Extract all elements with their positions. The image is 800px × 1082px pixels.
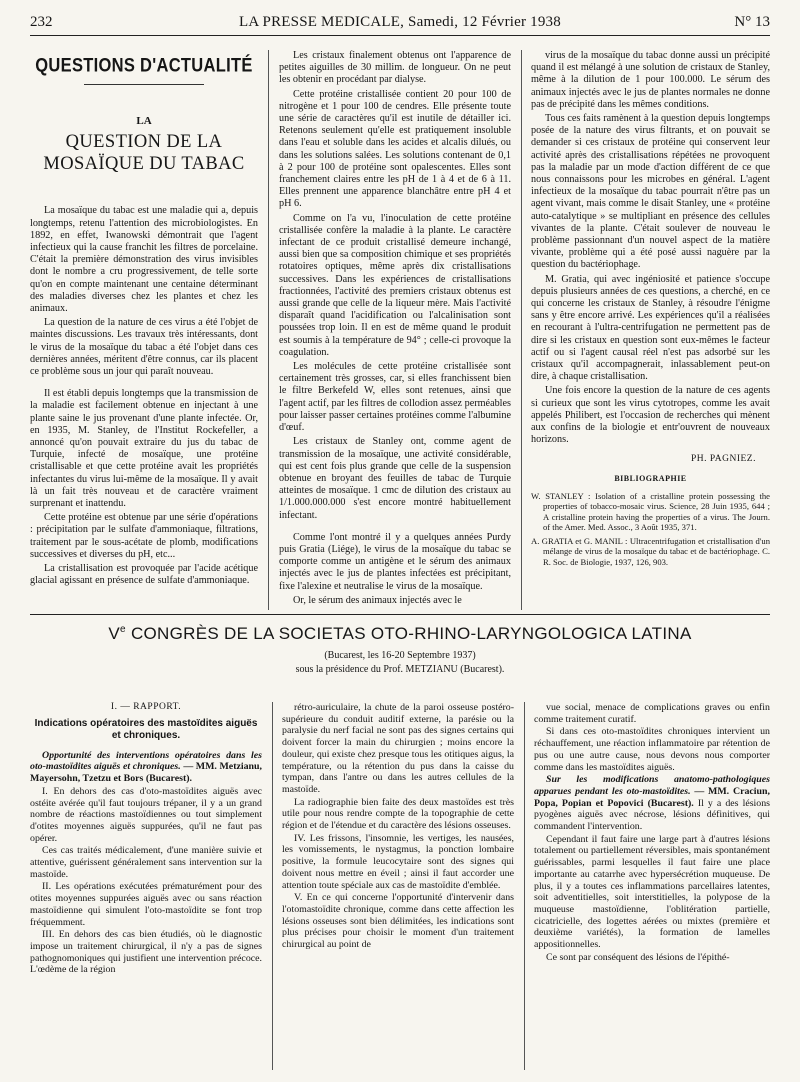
article-column-1: [30, 50, 258, 590]
paragraph: La mosaïque du tabac est une maladie qui a, depuis longtemps, retenu l'attention des microbiologistes. En 1892, en effet, Iwanowski démontrait que l'agent infectieux qui la cause franchit les filtres de porcelaine. C'était la première démonstration des virus invisibles dont le nombre a cru progressivement, de telle sorte qu'on en compte maintenant une centaine déterminant des maladies diverses chez les plantes et chez les animaux.: [30, 205, 258, 315]
page-number: 232: [30, 14, 53, 30]
paragraph: Cette protéine cristallisée contient 20 pour 100 de nitrogène et 1 pour 100 de cendres. Elle présente toute une série de caractères qu'il est inutile de détailler ici. Retenons seulement qu'elle est pratiquement insoluble dans l'eau et soluble dans les acides et alcalis dilués, ou dans les solutions salées. Les solutions contenant de 0,1 à 2 pour 100 de protéine sont opalescentes. Elles sont franchement claires entre les pH de 1 à 4 et de 6 à 11. Elles prennent une apparence blanchâtre entre pH 4 et pH 6.: [279, 88, 511, 210]
paragraph: Comme l'ont montré il y a quelques années Purdy puis Gratia (Liége), le virus de la mosaïque du tabac se comporte comme un antigène et le sérum des animaux injectés avec le jus de plantes infectées est précipitant, fixe l'alexine et neutralise le virus de la mosaïque.: [279, 531, 511, 592]
congress-presidency: sous la présidence du Prof. METZIANU (Bucarest).: [295, 664, 505, 675]
paragraph: La radiographie bien faite des deux mastoïdes est très utile pour nous rendre compte de la topographie de cette région et de l'étendue et du caractère des lésions osseuses.: [282, 796, 514, 832]
lead-paragraph: [534, 774, 770, 833]
article-kicker: LA: [136, 115, 152, 128]
report-label: I. — RAPPORT.: [110, 702, 182, 712]
paragraph: vue social, menace de complications graves ou enfin comme traitement curatif.: [534, 702, 770, 725]
congress-title: [30, 624, 770, 644]
paragraph: Les cristaux de Stanley ont, comme agent de transmission de la mosaïque, une activité considérable, qui est cent fois plus grande que celle de la suspension obtenue en broyant des feuilles de tabac de Turquie atteintes de mosaïque. 1 cmc de dilution des cristaux au 1/1.000.000.000 s'est encore montré habituellement infectant.: [279, 436, 511, 521]
bibliography-entry: A. GRATIA et G. MANIL : Ultracentrifugation et cristallisation d'un mélange de virus de la mosaïque du tabac et de bactériophage. C. R. Soc. de Biologie, 1937, 126, 903.: [531, 536, 770, 567]
lead-authors: — MM. Metzianu, Mayersohn, Tzetzu et Bors (Bucarest).: [30, 761, 262, 785]
article-title: QUESTION DE LA MOSAÏQUE DU TABAC: [43, 132, 245, 175]
lead-title: Sur les modifications anatomo-pathologiques apparues pendant les oto-mastoïdites.: [534, 774, 770, 797]
paragraph: I. En dehors des cas d'oto-mastoïdites aiguës avec ostéite avérée qu'il faut toujours trépaner, il y a un grand nombre de réactions mastoïdiennes ou tout simplement d'otites moyennes aiguës suppurées, qu'il ne faut pas opérer.: [30, 785, 262, 844]
column-divider: [268, 50, 269, 610]
paragraph: Tous ces faits ramènent à la question depuis longtemps posée de la nature des virus filtrants, et on pouvait se demander si ces cristaux de protéine qui conservent leur activité après des cristallisations répétées ne provoquent pas la maladie par un mode d'action différent de ce que nous connaissons pour les microbes en général. L'agent infectieux de la mosaïque du tabac pourrait n'être pas un agent vivant, mais comme le disait Stanley, une « protéine auto-catalytique » se multipliant en présence des cellules vivantes de la plante. C'était soulever de nouveau le problème passionnant d'un nouvel aspect de la matière vivante, problème qui a été posé aussi naguère par la question du bactériophage.: [531, 113, 770, 271]
paragraph: Cette protéine est obtenue par une série d'opérations : précipitation par le sulfate d'ammoniaque, filtrations, traitement par le sous-acétate de plomb, modifications successives et diverses du pH, etc...: [30, 512, 258, 560]
congress-ordinal: e: [120, 624, 126, 635]
column-divider: [521, 50, 522, 610]
page-header: [30, 14, 770, 36]
paragraph: La cristallisation est provoquée par l'acide acétique glacial agissant en présence de sulfate d'ammoniaque.: [30, 563, 258, 587]
paragraph: IV. Les frissons, l'insomnie, les vertiges, les nausées, les vomissements, le nystagmus, la ponction lombaire positive, la formule leucocytaire sont des signes qui doivent nous mettre en éveil ; ainsi il faut accorder une attention toute spéciale aux cas de mastoïdite d'emblée.: [282, 832, 514, 891]
author-signature: PH. PAGNIEZ.: [690, 453, 756, 464]
congress-place-date: (Bucarest, les 16-20 Septembre 1937): [324, 650, 476, 661]
paragraph: Ces cas traités médicalement, d'une manière suivie et attentive, guérissent généralement sans intervention sur la mastoïde.: [30, 845, 262, 880]
paragraph: Cependant il faut faire une large part à d'autres lésions totalement ou partiellement réversibles, mais spontanément guérissables, parmi lesquelles il faut faire une place importante au catarrhe avec hypersécrétion muqueuse. De plus, il y a toutes ces inflammations parcellaires latentes, soit adventitielles, soit interstitielles, la polypose de la muqueuse mastoïdienne, l'oblitération partielle, cicatricielle, des logettes aérées ou mixtes (première et deuxième variétés), la formation de lamelles appositionnelles.: [534, 833, 770, 951]
paragraph: La question de la nature de ces virus a été l'objet de maintes discussions. Les travaux très intéressants, dont le virus de la mosaïque du tabac a été l'objet dans ces dernières années, méritent d'être connus, car ils placent ce problème sous un jour qui paraît nouveau.: [30, 317, 258, 378]
lead-authors: — MM. Craciun, Popa, Popian et Popovici (Bucarest).: [534, 785, 770, 809]
paragraph: Ce sont par conséquent des lésions de l'épithé-: [546, 951, 730, 963]
bibliography-heading: BIBLIOGRAPHIE: [614, 473, 687, 483]
lead-paragraph: [30, 750, 262, 785]
paragraph: rétro-auriculaire, la chute de la paroi osseuse postéro-supérieure du conduit auditif externe, la parésie ou la paralysie du nerf facial ne sont pas des signes certains qui doivent forcer la main du chirurgien ; moins encore la douleur, qui existe chez presque tous les otitiques aigus, la température, ou la rétention du pus dans la caisse du tympan, dans l'antre ou dans les autres cellules de la mastoïde.: [282, 702, 514, 795]
issue-number: N° 13: [734, 14, 770, 30]
paragraph: Si dans ces oto-mastoïdites chroniques intervient un réchauffement, une réaction inflammatoire par rétention de pus ou une autre cause, nous devons nous comporter comme dans les mastoïdites aiguës.: [534, 726, 770, 773]
paragraph: II. Les opérations exécutées prématurément pour des otites moyennes suppurées aiguës avec ou sans réaction mastoïdienne qui simulent l'oto-mastoïdite se font trop fréquemment.: [30, 881, 262, 928]
paragraph: Les cristaux finalement obtenus ont l'apparence de petites aiguilles de 30 millim. de longueur. On ne peut les obtenir en procédant par dialyse.: [279, 50, 511, 86]
paragraph: virus de la mosaïque du tabac donne aussi un précipité quand il est mélangé à une solution de cristaux de Stanley, même à la dilution de 1 pour 100.000. Le sérum des animaux injectés avec le jus de plantes normales ne donne pas de précipité dans les mêmes conditions.: [531, 50, 770, 110]
congress-column-3: [534, 702, 770, 964]
journal-title: LA PRESSE MEDICALE, Samedi, 12 Février 1938: [239, 14, 561, 30]
section-separator: [30, 614, 770, 615]
bibliography-entry: W. STANLEY : Isolation of a cristalline protein possessing the properties of tobacco-mosaic virus. Science, 28 Juin 1935, 644 ; A cristalline protein having the properties of a virus. The Journ. of the Amer. Med. Assoc., 3 Août 1935, 371.: [531, 490, 770, 532]
lead-text: Il y a des lésions pyogènes aiguës avec nécrose, lésions définitives, qui commandent l'intervention.: [534, 797, 771, 833]
article-column-2: [279, 50, 511, 609]
column-divider: [272, 702, 273, 1070]
congress-name: CONGRÈS DE LA SOCIETAS OTO-RHINO-LARYNGOLOGICA LATINA: [130, 624, 692, 643]
paragraph: III. En dehors des cas bien étudiés, où le diagnostic impose un traitement chirurgical, il n'y a pas de signes pathognomoniques qui justifient une intervention précoce. L'œdème de la région: [30, 929, 262, 976]
paragraph: Il est établi depuis longtemps que la transmission de la maladie est facilement obtenue en injectant à une plante saine le jus provenant d'une plante infectée. Or, en 1935, M. Stanley, de l'Institut Rockefeller, a annoncé qu'on pouvait extraire du jus du tabac de Turquie, infecté de mosaïque, une protéine cristallisable et que cette protéine avait les propriétés infectantes du virus lui-même de la mosaïque. Il y avait là un fait très nouveau et de caractère vraiment surprenant et inattendu.: [30, 388, 258, 510]
paragraph: Les molécules de cette protéine cristallisée sont certainement très grosses, car, si elles franchissent bien le filtre Berkefeld W, elles sont retenues, ainsi que l'agent actif, par les filtres de collodion assez perméables pour laisser passer certaines protéines comme l'albumine d'œuf.: [279, 361, 511, 434]
section-title: QUESTIONS D'ACTUALITÉ: [35, 55, 253, 77]
congress-numeral: V: [108, 624, 121, 643]
congress-column-2: [282, 702, 514, 952]
paragraph: V. En ce qui concerne l'opportunité d'intervenir dans l'otomastoïdite chronique, comme dans cette affection les lésions osseuses sont bien délimitées, les indications sont plus précises pour choisir le moment d'un traitement chirurgical au point de: [282, 892, 514, 951]
section-rule: [84, 84, 204, 85]
report-title: Indications opératoires des mastoïdites aiguës et chroniques.: [34, 717, 258, 741]
paragraph: Or, le sérum des animaux injectés avec le: [293, 594, 462, 606]
article-column-3: [531, 50, 770, 571]
paragraph: Comme on l'a vu, l'inoculation de cette protéine cristallisée confère la maladie à la plante. Le caractère infectant de ce produit cristallisé demeure inchangé, aussi bien que sa composition chimique et ses propriétés rotatoires optiques, même après dix cristallisations successives. Dans les expériences de cristallisations fractionnées, l'activité des premiers cristaux obtenus est aussi grande que celle de la liqueur mère. Mais l'activité disparaît quand l'acidification ou l'alcalinisation sont poussées trop loin. Il en est de même quand le produit est soumis à la température de 94° ; celle-ci provoque la coagulation.: [279, 212, 511, 358]
congress-heading: [30, 624, 770, 675]
congress-column-1: [30, 702, 262, 977]
column-divider: [524, 702, 525, 1070]
paragraph: Une fois encore la question de la nature de ces agents si curieux que sont les virus cytotropes, comme les avait appelés Philibert, est l'occasion de recherches qui mènent aux confins de la biologie et entr'ouvrent de nouveaux horizons.: [531, 385, 770, 446]
lead-title: Opportunité des interventions opératoires dans les oto-mastoïdites aiguës et chroniques.: [30, 749, 262, 773]
paragraph: M. Gratia, qui avec ingéniosité et patience s'occupe depuis plusieurs années de ces questions, a cherché, en ce qui concerne les cristaux de Stanley, à résoudre l'énigme sans y être encore arrivé. Les expériences qu'il a réalisées en recourant à l'ultra-centrifugation ne permettent pas de dire si les cristaux en question sont eux-mêmes le facteur actif ou si l'agent causal réel n'est pas adsorbé sur les cristaux qu'il accompagnerait, inlassablement peut-on dire, à chaque cristallisation.: [531, 273, 770, 383]
